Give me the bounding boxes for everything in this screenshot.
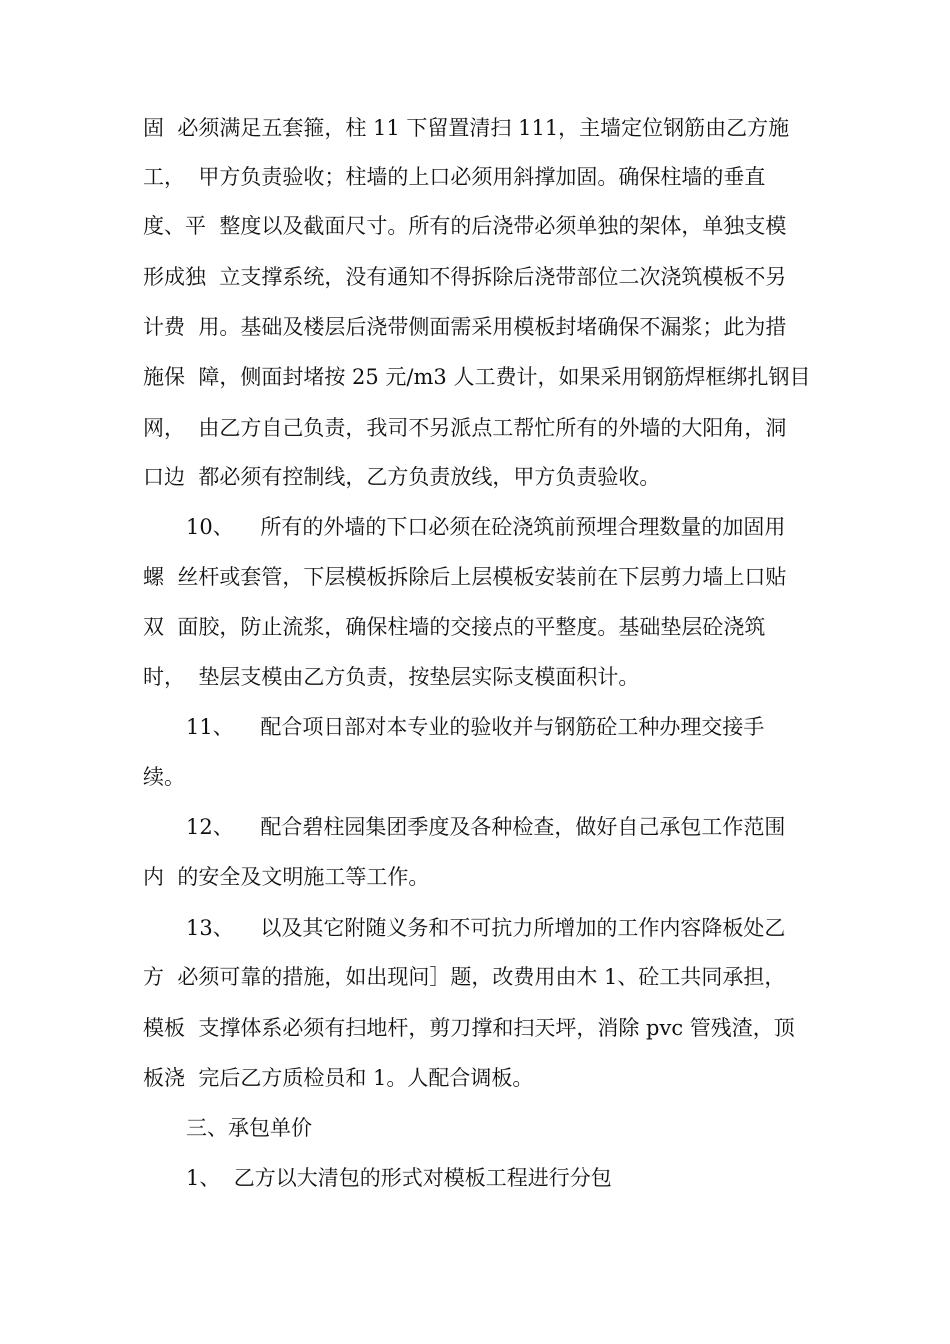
- paragraph-13-first-line: 13、 以及其它附随义务和不可抗力所增加的工作内容降板处乙: [186, 916, 786, 940]
- section-heading-contract-unit-price: 三、承包单价: [186, 1116, 312, 1140]
- text-line: 口边 都必须有控制线，乙方负责放线，甲方负责验收。: [143, 465, 661, 489]
- text-line: 内 的安全及文明施工等工作。: [143, 865, 430, 889]
- text-line: 工， 甲方负责验收；柱墙的上口必须用斜撑加固。确保柱墙的垂直: [143, 165, 766, 189]
- text-line: 续。: [143, 765, 185, 789]
- text-line: 板浇 完后乙方质检员和 1。人配合调板。: [143, 1066, 534, 1090]
- text-line: 施保 障，侧面封堵按 25 元/m3 人工费计，如果采用钢筋焊框绑扎钢目: [143, 365, 811, 389]
- text-line: 时， 垫层支模由乙方负责，按垫层实际支模面积计。: [143, 665, 640, 689]
- text-line: 固 必须满足五套箍，柱 11 下留置清扫 111，主墙定位钢筋由乙方施: [143, 116, 790, 140]
- paragraph-11-first-line: 11、 配合项日部对本专业的验收并与钢筋砼工种办理交接手: [186, 715, 765, 739]
- list-item-1: 1、 乙方以大清包的形式对模板工程进行分包: [186, 1166, 612, 1190]
- paragraph-12-first-line: 12、 配合碧柱园集团季度及各种检查，做好自己承包工作范围: [186, 815, 786, 839]
- text-line: 计费 用。基础及楼层后浇带侧面需采用模板封堵确保不漏浆；此为措: [143, 315, 787, 339]
- text-line: 双 面胶，防止流浆，确保柱墙的交接点的平整度。基础垫层砼浇筑: [143, 615, 766, 639]
- text-line: 度、平 整度以及截面尺寸。所有的后浇带必须单独的架体，单独支模: [143, 214, 787, 238]
- text-line: 网， 由乙方自己负责，我司不另派点工帮忙所有的外墙的大阳角，洞: [143, 416, 787, 440]
- text-line: 方 必须可靠的措施，如出现问］题，改费用由木 1、砼工共同承担，: [143, 965, 786, 989]
- text-line: 形成独 立支撑系统，没有通知不得拆除后浇带部位二次浇筑模板不另: [143, 265, 787, 289]
- paragraph-10-first-line: 10、 所有的外墙的下口必须在砼浇筑前预埋合理数量的加固用: [186, 515, 786, 539]
- text-line: 模板 支撑体系必须有扫地杆，剪刀撑和扫天坪，消除 pvc 管残渣，顶: [143, 1016, 795, 1040]
- text-line: 螺 丝杆或套管，下层模板拆除后上层模板安装前在下层剪力墙上口贴: [143, 565, 787, 589]
